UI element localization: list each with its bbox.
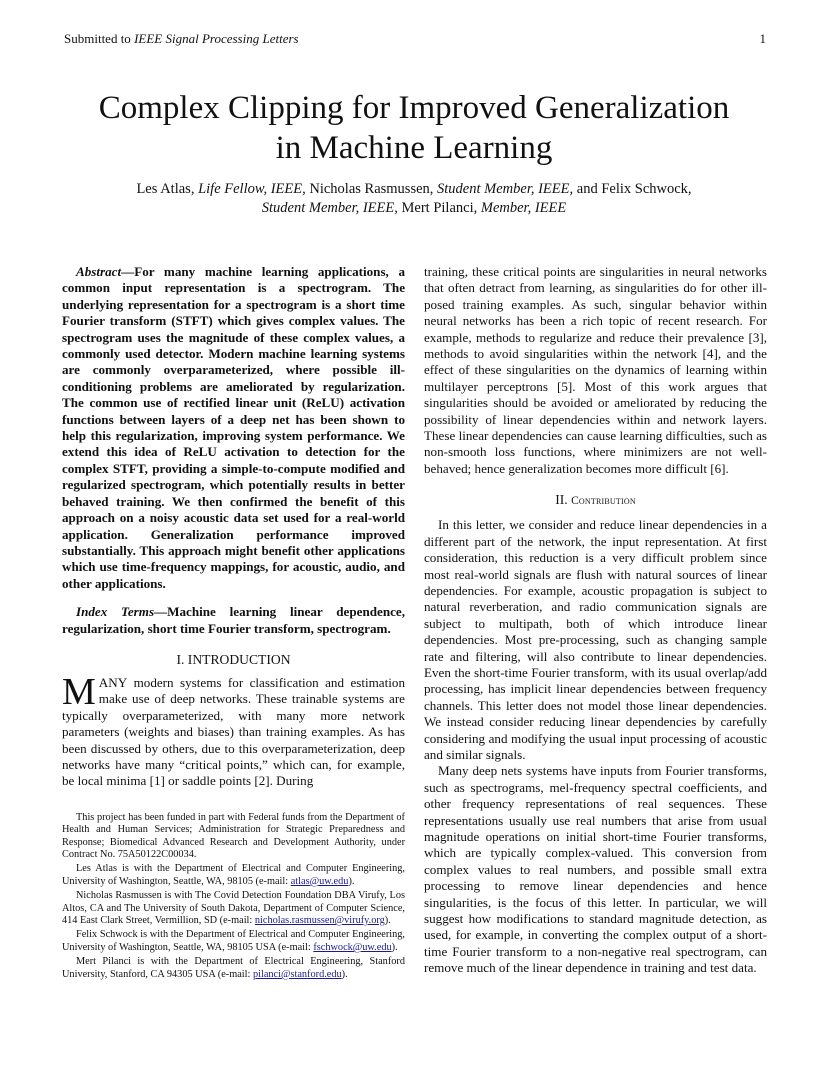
section-heading-contribution (424, 491, 767, 510)
header-prefix: Submitted to (64, 31, 131, 46)
footnote-schwock (62, 929, 405, 954)
footnote-pilanci (62, 956, 405, 981)
intro-continued: training, these critical points are singularities in neural networks that often detract from learning, as singularities do for other ill-posed training examples. As such, singular behavior within neural networks has been a rich topic of recent research. For example, methods to regularize and reduce their prevalence [3], methods to avoid singularities within the network [4], and the effect of these singularities on the dynamics of learning within multilayer perceptrons [5]. Most of this work argues that singularities should be avoided or ameliorated by reducing the possibility of linear dependencies within and network layers. These linear dependencies can cause learning difficulties, such as non-smooth loss functions, where minimizers are not well-behaved; hence generalization becomes more difficult [6]. (424, 264, 767, 476)
author-1-role: Life Fellow, IEEE, (198, 181, 306, 197)
footnote-schwock-text: Felix Schwock is with the Department of Electrical and Computer Engineering, University of Washington, Seattle, WA, 98105 USA (e-mail: (62, 929, 405, 953)
footnote-atlas-text: Les Atlas is with the Department of Electrical and Computer Engineering, University of Washington, Seattle, WA, 98105 (e-mail: (62, 863, 405, 887)
author-3: and Felix Schwock, (576, 181, 692, 197)
right-column (424, 264, 767, 977)
author-1: Les Atlas, (136, 181, 195, 197)
footnote-atlas (62, 863, 405, 888)
email-link-schwock[interactable]: fschwock@uw.edu (313, 941, 392, 953)
author-list (80, 180, 748, 218)
running-header (64, 31, 299, 47)
footnote-pilanci-text: Mert Pilanci is with the Department of Electrical Engineering, Stanford University, Stanford, CA 94305 USA (e-mail: (62, 956, 405, 980)
intro-text: modern systems for classification and estimation make use of deep networks. These trainable systems are typically overparameterized, with many more network parameters (weights and biases) than training examples. As has been discussed by others, due to this overparameterization, deep networks have many “critical points,” which can, for example, be local minima [1] or saddle points [2]. During (62, 674, 405, 789)
email-link-pilanci[interactable]: pilanci@stanford.edu (252, 968, 342, 980)
left-column (62, 264, 405, 983)
index-terms-label: Index Terms (76, 604, 155, 620)
footnote-pilanci-end: ). (341, 968, 348, 980)
index-terms-dash: — (154, 604, 168, 620)
email-link-rasmussen[interactable]: nicholas.rasmussen@virufy.org (254, 915, 385, 927)
paper-title (64, 88, 764, 168)
abstract-text: For many machine learning applications, a common input representation is a spectrogram. The underlying representation for a spectrogram is a short time Fourier transform (STFT) which gives complex values. The spectrogram uses the magnitude of these complex values, a commonly used detector. Modern machine learning systems are commonly overparameterized, where possible ill-conditioning problems are ameliorated by regularization. The common use of rectified linear unit (ReLU) activation functions between layers of a deep net has been shown to help this regularization, improving system performance. We extend this idea of ReLU activation to detection for the complex STFT, providing a simple-to-compute modified and regularized spectrogram, which potentially results in better behaved training. We then confirmed the benefit of this approach on a noisy acoustic data set used for a real-world application. Generalization performance improved substantially. This approach might benefit other applications which use time-frequency mappings, for acoustic, audio, and other applications. (62, 264, 405, 591)
footnote-rasmussen-text: Nicholas Rasmussen is with The Covid Detection Foundation DBA Virufy, Los Altos, CA and The University of South Dakota, Department of Computer Science, 414 East Clark Street, Vermillion, SD (e-mail: (62, 890, 405, 927)
abstract-dash: — (121, 264, 135, 279)
author-4: Mert Pilanci, (401, 200, 478, 216)
footnote-funding: This project has been funded in part with Federal funds from the Department of Health and Human Services; Administration for Strategic Preparedness and Response; Biomedical Advanced Research and Development Authority, under Contract No. 75A50122C00034. (62, 811, 405, 860)
section-heading-introduction: I. INTRODUCTION (176, 651, 291, 667)
index-terms-text: Machine learning linear dependence, regularization, short time Fourier transform, spectrogram. (62, 604, 405, 636)
footnote-rasmussen (62, 890, 405, 927)
abstract-label: Abstract (76, 264, 122, 279)
index-terms (62, 604, 405, 637)
drop-cap: M (62, 670, 96, 713)
title-line-2: in Machine Learning (275, 130, 553, 166)
contribution-paragraph-2: Many deep nets systems have inputs from Fourier transforms, such as spectrograms, mel-frequency spectral coefficients, and other frequency representations of real sequences. These representations usually use real numbers that arise from usual magnitude operations on initial short-time Fourier transforms, which are typically complex-valued. This conversion from complex values to real numbers, and possible small extra processing to remove linear dependencies and hence singularities, is the focus of this letter. In particular, we will suggest how modifications to standard magnitude detection, as used, for example, in converting the complex output of a short-time Fourier transform to a non-negative real spectrogram, can remove much of the linear dependence in training and test data. (424, 763, 767, 976)
header-venue: IEEE Signal Processing Letters (134, 31, 299, 46)
section-2-title: Contribution (571, 495, 636, 508)
section-2-numeral: II. (555, 492, 568, 508)
author-2: Nicholas Rasmussen, (309, 181, 434, 197)
contribution-paragraph-1: In this letter, we consider and reduce linear dependencies in a different part of the network, the input representation. At first consideration, this reduction is a very difficult problem since most real-world signals are flush with natural sources of linear dependencies. For example, acoustic propagation is subject to natural reverberation, and radio communication signals are subject to multipath, both of which introduce linear dependencies. Most pre-processing, such as changing sample rate and filtering, will also contribute to linear dependencies. Even the short-time Fourier transform, with its usual overlap/add processing, has implicit linear dependencies between frequency channels. This letter does not model those linear dependencies. We instead consider reducing linear dependencies by carefully considering and modifying the usual input processing of acoustic and similar signals. (424, 517, 767, 762)
footnote-atlas-end: ). (348, 875, 355, 887)
footnotes (62, 812, 405, 981)
author-4-role: Member, IEEE (480, 200, 567, 216)
footnote-schwock-end: ). (391, 941, 398, 953)
author-3-role: Student Member, IEEE, (261, 200, 398, 216)
intro-paragraph (62, 670, 405, 790)
intro-small-caps: ANY (98, 674, 128, 690)
title-line-1: Complex Clipping for Improved Generalization (98, 90, 730, 126)
abstract (62, 264, 405, 592)
author-2-role: Student Member, IEEE, (437, 181, 574, 197)
email-link-atlas[interactable]: atlas@uw.edu (290, 875, 349, 887)
page-number: 1 (759, 31, 766, 46)
footnote-rasmussen-end: ). (384, 915, 391, 927)
